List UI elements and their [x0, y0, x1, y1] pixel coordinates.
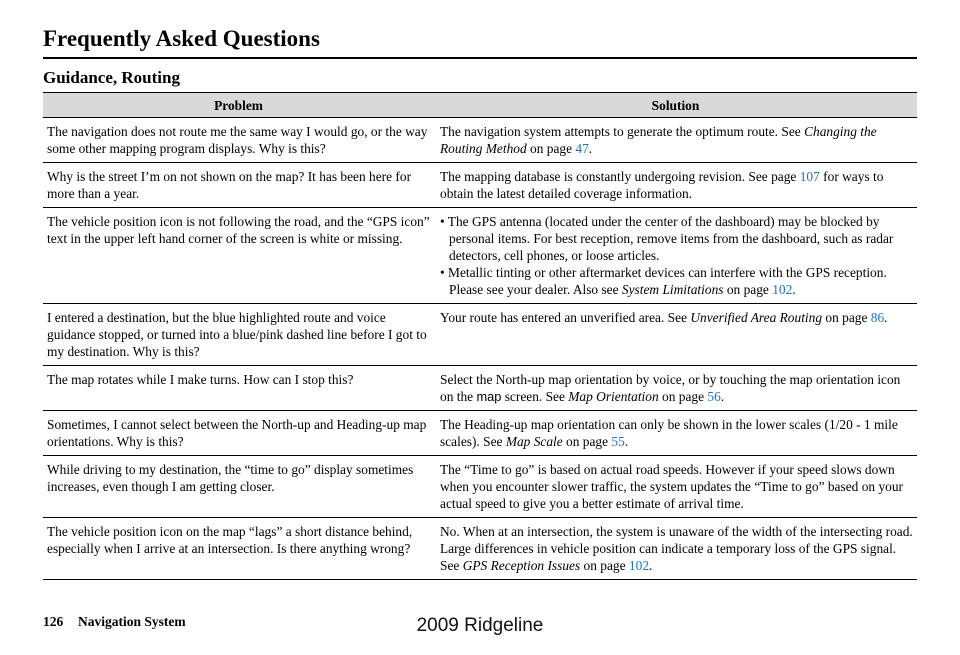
- problem-cell: I entered a destination, but the blue highlighted route and voice guidance stopped, or turned into a blue/pink dashed line before I got to my destination. Why is this?: [43, 304, 434, 366]
- reference-title: Map Orientation: [568, 389, 659, 404]
- end-text: .: [884, 310, 888, 325]
- faq-table: [43, 92, 917, 580]
- page-link[interactable]: 56: [707, 389, 721, 404]
- title-divider: [43, 57, 917, 59]
- solution-cell: [434, 411, 917, 456]
- solution-text-after: for ways to obtain the latest detailed coverage information.: [440, 169, 884, 201]
- solution-text: The Heading-up map orientation can only be shown in the lower scales (1/20 - 1 mile scales). See: [440, 417, 898, 449]
- table-row: [43, 411, 917, 456]
- on-page-text: on page: [562, 434, 612, 449]
- solution-text: Your route has entered an unverified area. See: [440, 310, 691, 325]
- end-text: .: [588, 141, 593, 156]
- reference-title: Changing the Routing Method: [440, 124, 877, 156]
- table-row: [43, 366, 917, 411]
- solution-text: screen. See: [501, 389, 569, 404]
- solution-cell: [434, 304, 917, 366]
- problem-cell: The vehicle position icon is not following the road, and the “GPS icon” text in the upper left hand corner of the screen is white or missing.: [43, 208, 434, 304]
- solution-cell: [434, 366, 917, 411]
- solution-cell: [434, 118, 917, 163]
- reference-title: Unverified Area Routing: [690, 310, 823, 325]
- table-row: [43, 518, 917, 580]
- table-row: [43, 163, 917, 208]
- column-header-solution: Solution: [434, 93, 917, 118]
- on-page-text: on page: [526, 141, 576, 156]
- watermark-text: 2009 Ridgeline: [416, 615, 544, 636]
- solution-text: No. When at an intersection, the system is unaware of the width of the intersecting road. Large differences in vehicle position can indicate a temporary loss of the GPS signal. See: [440, 524, 913, 573]
- solution-text: Select the North-up map orientation by voice, or by touching the map orientation icon on the: [440, 372, 901, 404]
- table-row: [43, 118, 917, 163]
- end-text: .: [792, 282, 796, 297]
- page-link[interactable]: 107: [799, 169, 820, 184]
- solution-cell: [434, 518, 917, 580]
- solution-text: • Metallic tinting or other aftermarket devices can interfere with the GPS reception. Please see your dealer. Also see: [440, 265, 887, 297]
- section-title: Guidance, Routing: [43, 68, 180, 87]
- page-link[interactable]: 102: [772, 282, 793, 297]
- on-page-text: on page: [822, 310, 871, 325]
- page-link[interactable]: 55: [611, 434, 625, 449]
- page-link[interactable]: 86: [870, 310, 885, 325]
- on-page-text: on page: [723, 282, 773, 297]
- page-number: 126: [43, 614, 64, 629]
- reference-title: System Limitations: [621, 282, 724, 297]
- bullet-item: • The GPS antenna (located under the center of the dashboard) may be blocked by personal items. For best reception, remove items from the dashboard, such as radar detectors, cell phones, or loose articles.: [440, 214, 894, 263]
- footer-label: Navigation System: [78, 614, 186, 629]
- on-page-text: on page: [658, 389, 708, 404]
- reference-title: GPS Reception Issues: [462, 558, 581, 573]
- solution-cell: [434, 163, 917, 208]
- solution-cell: [434, 208, 917, 304]
- problem-cell: The vehicle position icon on the map “lags” a short distance behind, especially when I arrive at an intersection. Is there anything wrong?: [43, 518, 434, 580]
- problem-cell: Sometimes, I cannot select between the North-up and Heading-up map orientations. Why is this?: [43, 411, 434, 456]
- table-header-row: [43, 93, 917, 118]
- problem-cell: The map rotates while I make turns. How can I stop this?: [43, 366, 434, 411]
- column-header-problem: Problem: [43, 93, 434, 118]
- bullet-item: [440, 264, 913, 298]
- table-row: [43, 304, 917, 366]
- solution-cell: The “Time to go” is based on actual road speeds. However if your speed slows down when you encounter slower traffic, the system updates the “Time to go” based on your actual speed to give you a better estimate of arrival time.: [434, 456, 917, 518]
- problem-cell: Why is the street I’m on not shown on the map? It has been here for more than a year.: [43, 163, 434, 208]
- end-text: .: [720, 389, 725, 404]
- screen-name: map: [476, 389, 502, 404]
- end-text: .: [649, 558, 653, 573]
- table-row: [43, 208, 917, 304]
- page-link[interactable]: 102: [628, 558, 650, 573]
- page-link[interactable]: 47: [575, 141, 589, 156]
- problem-cell: While driving to my destination, the “time to go” display sometimes increases, even though I am getting closer.: [43, 456, 434, 518]
- table-row: [43, 456, 917, 518]
- solution-text: The mapping database is constantly undergoing revision. See page: [440, 169, 800, 184]
- solution-text: The navigation system attempts to generate the optimum route. See: [440, 124, 805, 139]
- reference-title: Map Scale: [505, 434, 563, 449]
- page-title: Frequently Asked Questions: [43, 26, 320, 51]
- end-text: .: [624, 434, 629, 449]
- on-page-text: on page: [580, 558, 629, 573]
- problem-cell: The navigation does not route me the same way I would go, or the way some other mapping program displays. Why is this?: [43, 118, 434, 163]
